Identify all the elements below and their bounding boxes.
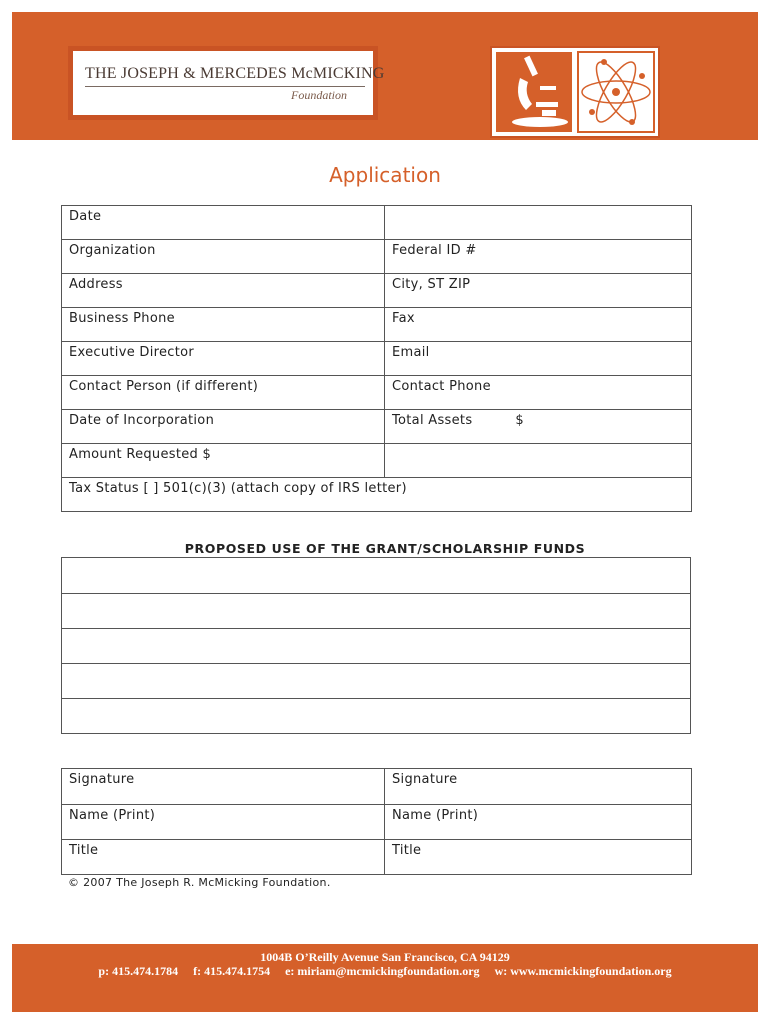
proposed-use-line[interactable] — [62, 629, 691, 664]
table-row — [62, 444, 692, 478]
total-assets-field[interactable] — [385, 410, 692, 444]
amount-requested-field[interactable]: Amount Requested $ — [62, 444, 385, 478]
email-field[interactable]: Email — [385, 342, 692, 376]
title-field-right[interactable]: Title — [385, 840, 692, 875]
microscope-icon — [496, 52, 572, 132]
name-print-field-left[interactable]: Name (Print) — [62, 805, 385, 840]
total-assets-currency: $ — [515, 413, 524, 428]
logo-rule — [85, 86, 365, 87]
table-row — [62, 699, 691, 734]
atom-icon — [578, 52, 654, 132]
table-row — [62, 240, 692, 274]
table-row — [62, 274, 692, 308]
proposed-use-line[interactable] — [62, 594, 691, 629]
footer-band — [12, 944, 758, 1012]
proposed-use-line[interactable] — [62, 699, 691, 734]
tax-status-field[interactable]: Tax Status [ ] 501(c)(3) (attach copy of IRS letter) — [62, 478, 692, 512]
date-of-incorporation-field[interactable]: Date of Incorporation — [62, 410, 385, 444]
business-phone-field[interactable]: Business Phone — [62, 308, 385, 342]
table-row — [62, 805, 692, 840]
signature-field-left[interactable]: Signature — [62, 769, 385, 805]
logo-name: THE JOSEPH & MERCEDES McMICKING — [85, 65, 385, 82]
contact-person-field[interactable]: Contact Person (if different) — [62, 376, 385, 410]
footer-contacts — [12, 964, 758, 979]
table-row — [62, 206, 692, 240]
signature-table — [61, 768, 692, 875]
address-field[interactable]: Address — [62, 274, 385, 308]
proposed-use-line[interactable] — [62, 558, 691, 594]
footer-address: 1004B O’Reilly Avenue San Francisco, CA 94129 — [260, 950, 510, 964]
table-row — [62, 664, 691, 699]
date-value-field[interactable] — [385, 206, 692, 240]
fax-field[interactable]: Fax — [385, 308, 692, 342]
logo-script: Foundation — [291, 88, 347, 102]
table-row — [62, 308, 692, 342]
signature-field-right[interactable]: Signature — [385, 769, 692, 805]
table-row — [62, 594, 691, 629]
table-row — [62, 558, 691, 594]
table-row — [62, 410, 692, 444]
table-row — [62, 769, 692, 805]
table-row — [62, 342, 692, 376]
footer-email[interactable]: e: miriam@mcmickingfoundation.org — [285, 964, 480, 978]
city-state-zip-field[interactable]: City, ST ZIP — [385, 274, 692, 308]
page-title: Application — [329, 163, 441, 187]
table-row — [62, 840, 692, 875]
foundation-logo — [68, 46, 385, 120]
proposed-use-table — [61, 557, 691, 734]
footer-phone: p: 415.474.1784 — [98, 964, 179, 978]
copyright-notice: © 2007 The Joseph R. McMicking Foundation. — [68, 876, 331, 889]
executive-director-field[interactable]: Executive Director — [62, 342, 385, 376]
footer-website[interactable]: w: www.mcmickingfoundation.org — [494, 964, 672, 978]
footer-fax: f: 415.474.1754 — [193, 964, 271, 978]
title-field-left[interactable]: Title — [62, 840, 385, 875]
contact-phone-field[interactable]: Contact Phone — [385, 376, 692, 410]
table-row — [62, 376, 692, 410]
table-row — [62, 629, 691, 664]
name-print-field-right[interactable]: Name (Print) — [385, 805, 692, 840]
proposed-use-heading: PROPOSED USE OF THE GRANT/SCHOLARSHIP FUNDS — [184, 541, 586, 556]
amount-requested-value-field[interactable] — [385, 444, 692, 478]
application-info-table — [61, 205, 692, 512]
organization-field[interactable]: Organization — [62, 240, 385, 274]
total-assets-label: Total Assets — [392, 413, 473, 428]
proposed-use-line[interactable] — [62, 664, 691, 699]
table-row — [62, 478, 692, 512]
federal-id-field[interactable]: Federal ID # — [385, 240, 692, 274]
header-artwork — [490, 46, 660, 138]
date-field[interactable]: Date — [62, 206, 385, 240]
